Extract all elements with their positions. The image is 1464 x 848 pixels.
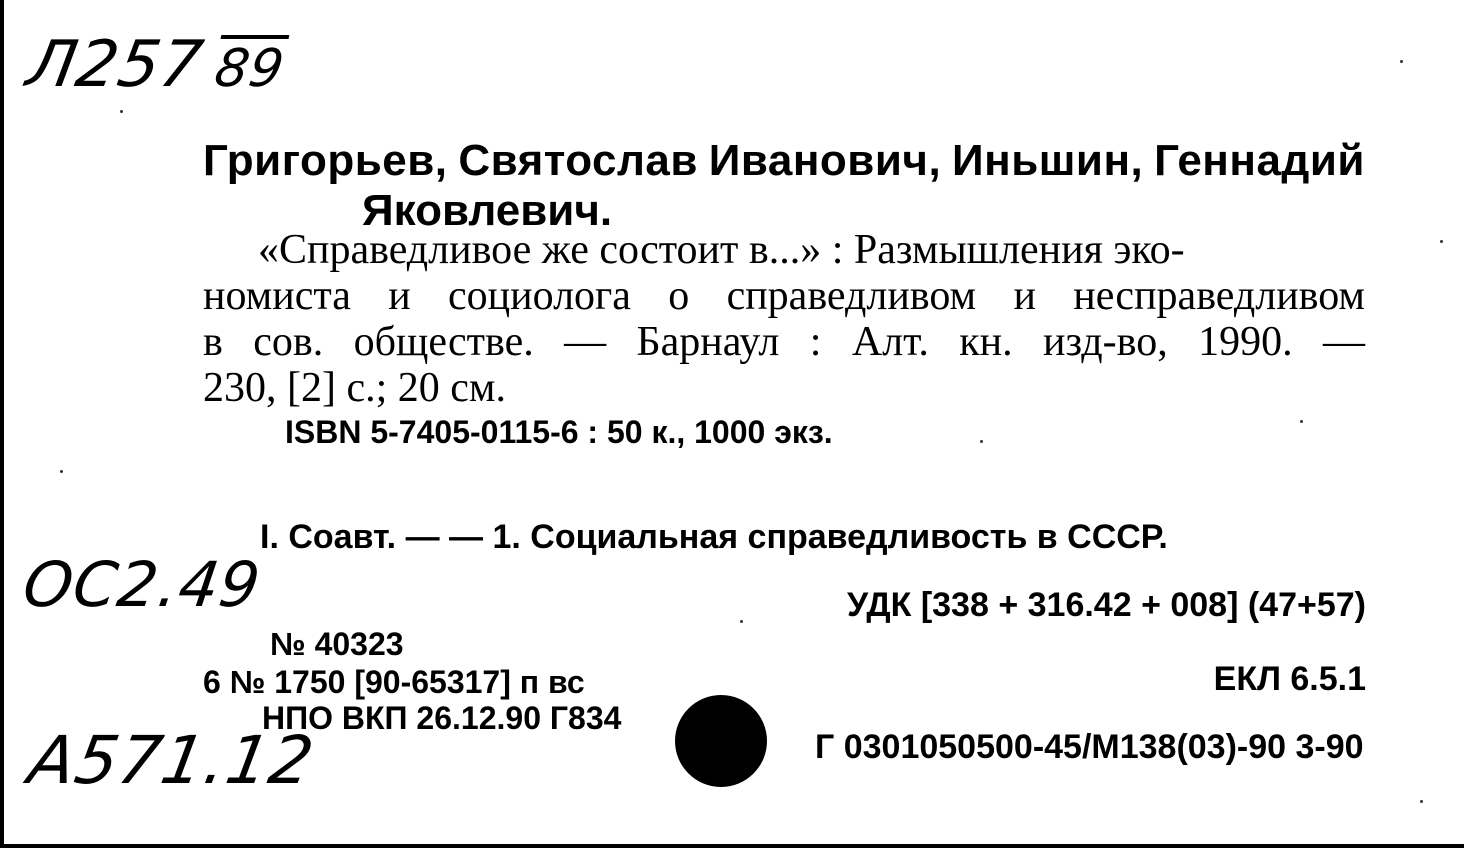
scan-speck bbox=[1300, 420, 1303, 423]
imprint-word: кн. bbox=[959, 319, 1013, 365]
title-word: социолога bbox=[448, 273, 631, 319]
shelfmark-denominator: 89 bbox=[210, 35, 289, 99]
tracings-line: I. Соавт. — — 1. Социальная справедливость в СССР. bbox=[260, 518, 1168, 556]
scan-speck bbox=[120, 110, 123, 113]
title-word: о bbox=[668, 273, 690, 319]
title-word: номиста bbox=[203, 273, 351, 319]
physical-description: 230, [2] с.; 20 см. bbox=[203, 365, 507, 411]
order-number: 6 № 1750 [90-65317] п вс bbox=[203, 664, 585, 700]
card-left-edge bbox=[0, 0, 4, 848]
handwritten-code-bottom: А571.12 bbox=[23, 722, 320, 799]
imprint-line bbox=[203, 318, 1365, 366]
author-word: Геннадий bbox=[1154, 136, 1365, 185]
imprint-word: обществе. bbox=[353, 319, 534, 365]
shelfmark-numerator: Л257 bbox=[21, 28, 209, 102]
printer-line: НПО ВКП 26.12.90 Г834 bbox=[262, 700, 622, 736]
scan-speck bbox=[1420, 800, 1423, 803]
author-heading-line1 bbox=[203, 136, 1365, 186]
title-line-1: «Справедливое же состоит в...» : Размышления эко- bbox=[258, 227, 1185, 273]
imprint-word: сов. bbox=[253, 319, 324, 365]
imprint-word: 1990. bbox=[1198, 319, 1293, 365]
card-bottom-edge bbox=[0, 844, 1464, 848]
author-word: Иванович, bbox=[708, 136, 942, 185]
scan-speck bbox=[740, 620, 743, 623]
title-line-2 bbox=[203, 272, 1365, 320]
udk-classification: УДК [338 + 316.42 + 008] (47+57) bbox=[846, 586, 1366, 624]
imprint-word: : bbox=[809, 319, 822, 365]
title-word: и bbox=[1013, 273, 1036, 319]
title-word: несправедливом bbox=[1073, 273, 1365, 319]
ekl-code: ЕКЛ 6.5.1 bbox=[1213, 660, 1366, 698]
title-word: справедливом bbox=[726, 273, 977, 319]
author-heading-line2: Яковлевич. bbox=[362, 186, 613, 235]
imprint-word: Алт. bbox=[851, 319, 929, 365]
imprint-word: в bbox=[203, 319, 223, 365]
imprint-word: Барнаул bbox=[636, 319, 780, 365]
scan-speck bbox=[1440, 240, 1443, 243]
author-word: Иньшин, bbox=[952, 136, 1144, 185]
publication-code: Г 0301050500-45/М138(03)-90 3-90 bbox=[815, 728, 1364, 766]
title-word: и bbox=[388, 273, 411, 319]
author-word: Григорьев, bbox=[203, 136, 448, 185]
scan-speck bbox=[980, 440, 983, 443]
author-word: Святослав bbox=[458, 136, 698, 185]
imprint-word: изд-во, bbox=[1043, 319, 1168, 365]
card-punch-hole bbox=[675, 695, 767, 787]
handwritten-shelfmark-top bbox=[21, 28, 291, 102]
card-number: № 40323 bbox=[270, 626, 404, 662]
isbn-line: ISBN 5-7405-0115-6 : 50 к., 1000 экз. bbox=[285, 414, 833, 450]
imprint-word: — bbox=[1323, 319, 1365, 365]
scan-speck bbox=[1400, 60, 1403, 63]
scan-speck bbox=[60, 470, 63, 473]
handwritten-classification: ОС2.49 bbox=[18, 548, 266, 621]
imprint-word: — bbox=[564, 319, 607, 365]
